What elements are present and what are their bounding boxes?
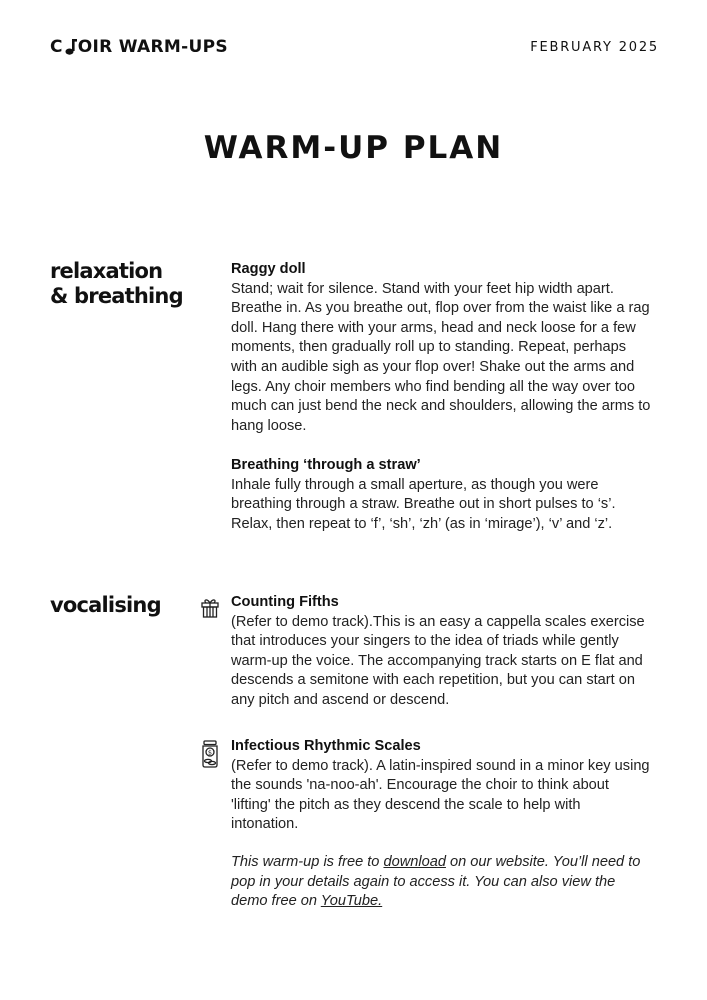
exercise-title: Breathing ‘through a straw’ bbox=[231, 457, 421, 473]
music-note-icon bbox=[63, 38, 78, 56]
heading-line-1: relaxation bbox=[50, 259, 163, 283]
brand-letter-c: C bbox=[50, 37, 63, 57]
section-heading-relaxation bbox=[50, 259, 183, 309]
download-note bbox=[231, 853, 651, 912]
exercise-title: Infectious Rhythmic Scales bbox=[231, 738, 421, 754]
exercise-counting-fifths bbox=[231, 593, 651, 711]
exercise-description: Inhale fully through a small aperture, as though you were breathing through a straw. Breathe out in short pulses to ‘s’. Relax, then repeat to ‘f’, ‘sh’, ‘zh’ (as in ‘mirage’), ‘v’ and ‘z’. bbox=[231, 476, 616, 532]
money-jar-icon bbox=[200, 740, 220, 768]
note-text-part: This warm-up is free to bbox=[231, 854, 384, 870]
svg-text:$: $ bbox=[207, 748, 213, 757]
page-title: WARM-UP PLAN bbox=[203, 130, 504, 166]
download-note-text bbox=[231, 853, 651, 912]
brand-logo bbox=[50, 37, 228, 57]
exercise-breathing-straw bbox=[231, 456, 651, 534]
exercise-rhythmic-scales bbox=[231, 737, 651, 835]
issue-date: FEBRUARY 2025 bbox=[530, 40, 659, 55]
exercise-description: (Refer to demo track).This is an easy a cappella scales exercise that introduces your singers to the idea of triads while gently warm-up the voice. The accompanying track starts on E flat and descends a semitone with each repetition, but you can start on any pitch and ascend or descend. bbox=[231, 613, 645, 708]
download-link[interactable]: download bbox=[383, 854, 446, 870]
exercise-description: (Refer to demo track). A latin-inspired sound in a minor key using the sounds 'na-noo-ah'. Encourage the choir to think about 'lifting' the pitch as they descend the scale to help with intonation. bbox=[231, 757, 650, 833]
exercise-raggy-doll bbox=[231, 260, 651, 436]
youtube-link[interactable]: YouTube. bbox=[320, 893, 383, 910]
gift-icon bbox=[200, 596, 220, 618]
exercise-description: Stand; wait for silence. Stand with your feet hip width apart. Breathe in. As you breathe out, flop over from the waist like a rag doll. Hang there with your arms, head and neck loose for a few moments, then gradually roll up to standing. Repeat, perhaps with an audible sigh as your flop over! Shake out the arms and legs. Any choir members who find bending all the way over too much can just bend the neck and shoulders, allowing the arms to hang loose. bbox=[231, 280, 651, 434]
brand-text: OIR WARM-UPS bbox=[77, 37, 228, 57]
heading-line-2: & breathing bbox=[50, 284, 183, 308]
section-heading-vocalising: vocalising bbox=[50, 593, 161, 617]
exercise-title: Raggy doll bbox=[231, 261, 306, 277]
exercise-title: Counting Fifths bbox=[231, 594, 339, 610]
note-text-part: on our website. You’ll need to pop in your details again to access it. You can also view the demo free on bbox=[231, 854, 641, 910]
